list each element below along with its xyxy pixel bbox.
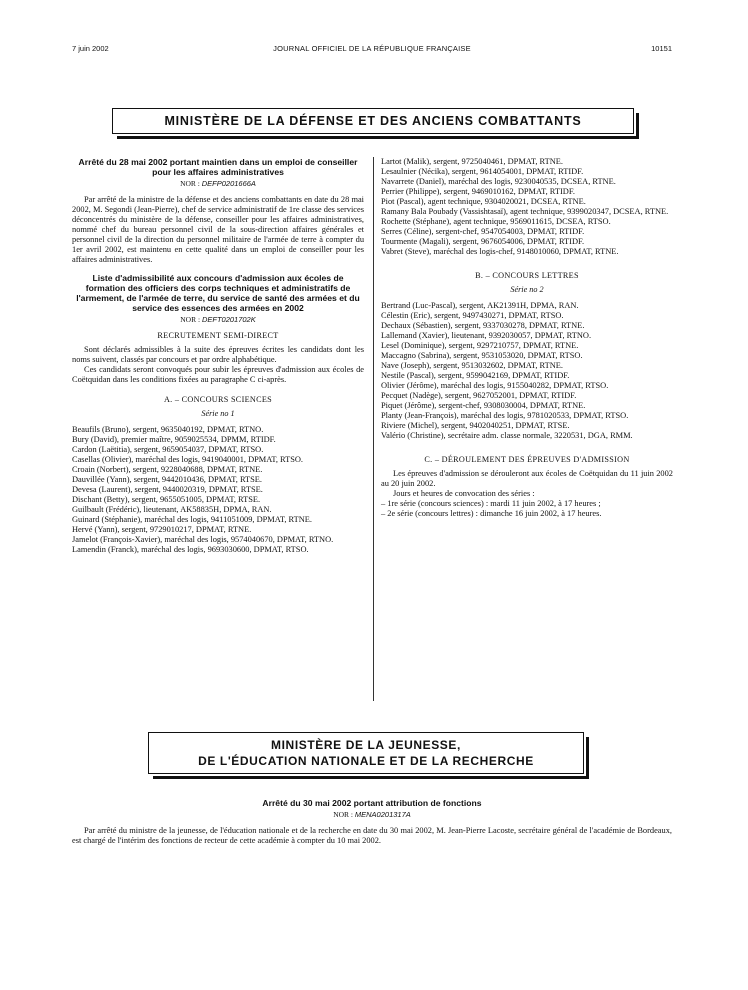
candidate-list-b <box>381 301 673 441</box>
header-date: 7 juin 2002 <box>72 44 109 53</box>
list-item: Lesel (Dominique), sergent, 9297210757, DPMAT, RTNE. <box>381 341 579 350</box>
list-item: Tourmente (Magali), sergent, 9676054006, DPMAT, RTIDF. <box>381 237 585 246</box>
list-item: Casellas (Olivier), maréchal des logis, 9419040001, DPMAT, RTSO. <box>72 455 304 464</box>
serie1-heading: Série no 1 <box>201 409 235 418</box>
article2-title: Liste d'admissibilité aux concours d'admission aux écoles de formation des officiers des corps techniques et administratifs de l'armement, de l'armée de terre, du service de santé des armées et du service des essences des armées en 2002 <box>76 273 360 313</box>
ministry-defense-title: MINISTÈRE DE LA DÉFENSE ET DES ANCIENS COMBATTANTS <box>164 114 582 128</box>
list-item: Riviere (Michel), sergent, 9402040251, DPMAT, RTSE. <box>381 421 570 430</box>
section-b-heading: B. – CONCOURS LETTRES <box>475 271 579 280</box>
list-item: Ramany Bala Poubady (Vassishtasaï), agent technique, 9399020347, DCSEA, RTNE. <box>381 207 669 216</box>
bottom-article-body: Par arrêté du ministre de la jeunesse, de l'éducation nationale et de la recherche en date du 30 mai 2002, M. Jean-Pierre Lacoste, secrétaire général de l'académie de Bordeaux, est chargé de l'intérim des fonctions de recteur de cette académie à compter du 10 mai 2002. <box>72 826 672 845</box>
list-item: Bertrand (Luc-Pascal), sergent, AK21391H, DPMA, RAN. <box>381 301 579 310</box>
article2-nor-code: DEFT0201702K <box>201 315 256 324</box>
column-divider <box>373 157 374 701</box>
article2-nor <box>72 315 364 325</box>
header-page-number: 10151 <box>651 44 672 53</box>
article1-title: Arrêté du 28 mai 2002 portant maintien dans un emploi de conseiller pour les affaires administratives <box>78 157 358 177</box>
list-item: Valério (Christine), secrétaire adm. classe normale, 3220531, DGA, RMM. <box>381 431 633 440</box>
article1-nor <box>72 179 364 189</box>
ministry-defense-box <box>112 108 634 134</box>
ministry-education-line2: DE L'ÉDUCATION NATIONALE ET DE LA RECHERCHE <box>198 754 534 768</box>
admissibility-paragraph: Sont déclarés admissibles à la suite des épreuves écrites les candidats dont les noms suivent, classés par concours et par ordre alphabétique. <box>72 345 364 364</box>
list-item: Beaufils (Bruno), sergent, 9635040192, DPMAT, RTNO. <box>72 425 264 434</box>
list-item: Planty (Jean-François), maréchal des logis, 9781020533, DPMAT, RTSO. <box>381 411 629 420</box>
candidate-list-a <box>72 425 364 555</box>
ministry-education-box <box>148 732 584 774</box>
candidate-list-a-continued <box>381 157 673 257</box>
serie2-heading: Série no 2 <box>510 285 544 294</box>
list-item: Nave (Joseph), sergent, 9513032602, DPMAT, RTNE. <box>381 361 564 370</box>
list-item: Célestin (Eric), sergent, 9497430271, DPMAT, RTSO. <box>381 311 564 320</box>
left-column <box>72 157 364 555</box>
list-item: Hervé (Yann), sergent, 9729010217, DPMAT, RTNE. <box>72 525 252 534</box>
article1-nor-label: NOR : <box>180 179 200 188</box>
bottom-article-title: Arrêté du 30 mai 2002 portant attribution de fonctions <box>262 798 482 808</box>
list-item: Serres (Céline), sergent-chef, 9547054003, DPMAT, RTIDF. <box>381 227 585 236</box>
bottom-nor-label: NOR : <box>333 810 354 819</box>
convocation-schedule <box>381 499 673 519</box>
list-item: Maccagno (Sabrina), sergent, 9531053020, DPMAT, RTSO. <box>381 351 583 360</box>
list-item: Dischant (Betty), sergent, 9655051005, DPMAT, RTSE. <box>72 495 261 504</box>
article1-body: Par arrêté de la ministre de la défense et des anciens combattants en date du 28 mai 2002, M. Segondi (Jean-Pierre), chef de service administratif de 1re classe des services déconcentrés du ministère de la défense, conseiller pour les affaires administratives, nommé chef du bureau personnel civil de la sous-direction affaires générales et personnel civil de la direction du personnel militaire de l'armée de terre à compter du 1er avril 2002, est maintenu en cette qualité dans un emploi de conseiller pour les affaires administratives. <box>72 195 364 264</box>
section-c-paragraph: Les épreuves d'admission se dérouleront aux écoles de Coëtquidan du 11 juin 2002 au 20 juin 2002. <box>381 469 673 488</box>
list-item: Piot (Pascal), agent technique, 9304020021, DCSEA, RTNE. <box>381 197 586 206</box>
bottom-article <box>72 798 672 846</box>
convocation-days-intro: Jours et heures de convocation des séries : <box>393 489 535 498</box>
section-c-heading: C. – DÉROULEMENT DES ÉPREUVES D'ADMISSION <box>424 455 630 464</box>
convocation-paragraph: Ces candidats seront convoqués pour subir les épreuves d'admission aux écoles de Coëtquidan dans les conditions fixées au paragraphe C ci-après. <box>72 365 364 384</box>
list-item: Croain (Norbert), sergent, 9228040688, DPMAT, RTNE. <box>72 465 263 474</box>
header-journal: JOURNAL OFFICIEL DE LA RÉPUBLIQUE FRANÇAISE <box>273 44 471 53</box>
list-item: Piquet (Jérôme), sergent-chef, 9308030004, DPMAT, RTNE. <box>381 401 586 410</box>
list-item: Lartot (Malik), sergent, 9725040461, DPMAT, RTNE. <box>381 157 564 166</box>
list-item: Cardon (Laëtitia), sergent, 9659054037, DPMAT, RTSO. <box>72 445 264 454</box>
right-column <box>381 157 673 519</box>
list-item: Jamelot (François-Xavier), maréchal des logis, 9574040670, DPMAT, RTNO. <box>72 535 334 544</box>
bottom-nor-code: MENA0201317A <box>354 810 411 819</box>
section-a-heading: A. – CONCOURS SCIENCES <box>163 395 273 404</box>
list-item: Lesaulnier (Nécika), sergent, 9614054001, DPMAT, RTIDF. <box>381 167 584 176</box>
list-item: Guilbault (Frédéric), lieutenant, AK58835H, DPMA, RAN. <box>72 505 272 514</box>
list-item: Lamendin (Franck), maréchal des logis, 9693030600, DPMAT, RTSO. <box>72 545 309 554</box>
list-item: Guinard (Stéphanie), maréchal des logis, 9411051009, DPMAT, RTNE. <box>72 515 313 524</box>
list-item: Vabret (Steve), maréchal des logis-chef, 9148010060, DPMAT, RTNE. <box>381 247 619 256</box>
list-item: Navarrete (Daniel), maréchal des logis, 9230040535, DCSEA, RTNE. <box>381 177 616 186</box>
page-header <box>72 44 672 56</box>
list-item: – 1re série (concours sciences) : mardi 11 juin 2002, à 17 heures ; <box>381 499 601 508</box>
list-item: – 2e série (concours lettres) : dimanche 16 juin 2002, à 17 heures. <box>381 509 602 518</box>
ministry-education-line1: MINISTÈRE DE LA JEUNESSE, <box>271 738 461 752</box>
bottom-article-nor <box>72 810 672 820</box>
list-item: Dauvillée (Yann), sergent, 9442010436, DPMAT, RTSE. <box>72 475 263 484</box>
list-item: Bury (David), premier maître, 9059025534, DPMM, RTIDF. <box>72 435 276 444</box>
list-item: Dechaux (Sébastien), sergent, 9337030278, DPMAT, RTNE. <box>381 321 585 330</box>
list-item: Devesa (Laurent), sergent, 9440020319, DPMAT, RTSE. <box>72 485 263 494</box>
list-item: Olivier (Jérôme), maréchal des logis, 9155040282, DPMAT, RTSO. <box>381 381 609 390</box>
list-item: Nestile (Pascal), sergent, 9599042169, DPMAT, RTIDF. <box>381 371 570 380</box>
list-item: Lallemand (Xavier), lieutenant, 9392030057, DPMAT, RTNO. <box>381 331 592 340</box>
article2-nor-label: NOR : <box>180 315 201 324</box>
list-item: Pecquet (Nadège), sergent, 9627052001, DPMAT, RTIDF. <box>381 391 577 400</box>
list-item: Perrier (Philippe), sergent, 9469010162, DPMAT, RTIDF. <box>381 187 575 196</box>
article1-nor-code: DEFP0201666A <box>201 179 256 188</box>
recruitment-heading: RECRUTEMENT SEMI-DIRECT <box>157 331 279 340</box>
list-item: Rochette (Stéphane), agent technique, 9569011615, DCSEA, RTSO. <box>381 217 611 226</box>
